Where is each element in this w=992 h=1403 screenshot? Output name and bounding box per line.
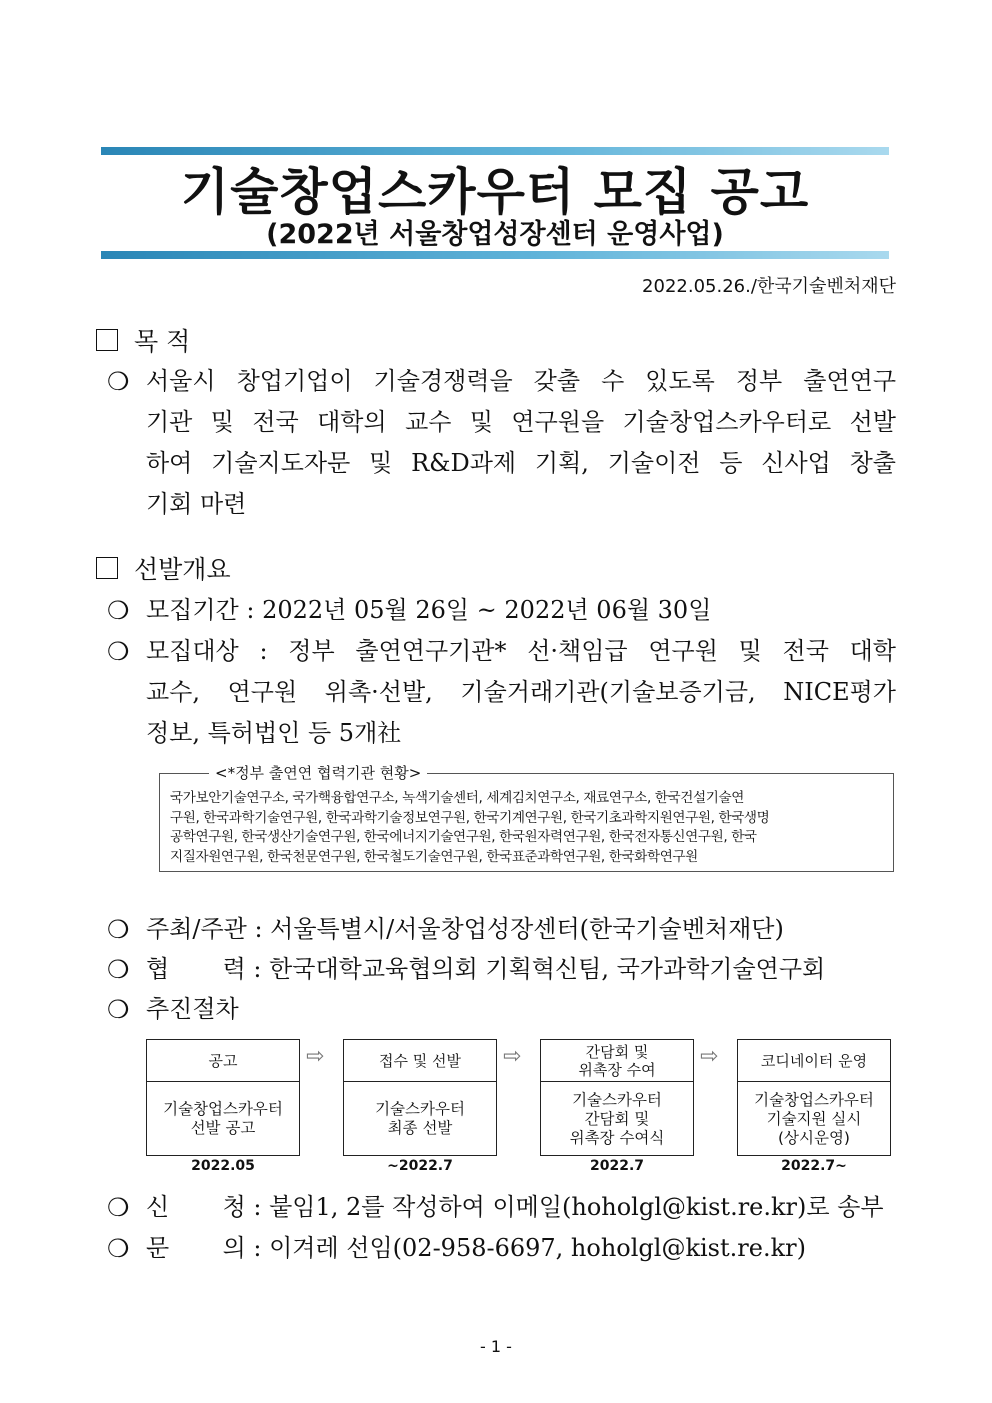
process-step-2 — [343, 1039, 497, 1156]
org-line: 지질자원연구원, 한국천문연구원, 한국철도기술연구원, 한국표준과학연구원, 한국화학연구원 — [170, 848, 698, 865]
title-bottom-bar — [101, 251, 889, 259]
bullet-circle-icon: ❍ — [107, 637, 130, 666]
arrow-right-icon: ⇨ — [503, 1044, 522, 1069]
recruit-target — [146, 631, 896, 754]
host-organizer: 주최/주관 : 서울특별시/서울창업성장센터(한국기술벤처재단) — [146, 915, 784, 943]
page-subtitle: (2022년 서울창업성장센터 운영사업) — [266, 219, 724, 250]
target-line: 모집대상 : 정부 출연연구기관* 선·책임급 연구원 및 전국 대학 — [146, 637, 896, 665]
process-step-1 — [146, 1039, 300, 1156]
org-line: 공학연구원, 한국생산기술연구원, 한국에너지기술연구원, 한국원자력연구원, 한국전자통신연구원, 한국 — [170, 829, 757, 845]
page-number: - 1 - — [480, 1337, 512, 1356]
date-organization: 2022.05.26./한국기술벤처재단 — [642, 276, 896, 297]
process-step-4 — [737, 1039, 891, 1156]
bullet-circle-icon: ❍ — [107, 367, 130, 396]
step-title: 접수 및 선발 — [344, 1040, 496, 1082]
bullet-circle-icon: ❍ — [107, 596, 130, 625]
org-line: 구원, 한국과학기술연구원, 한국과학기술정보연구원, 한국기계연구원, 한국기초과학지원연구원, 한국생명 — [170, 809, 770, 826]
section-heading-text: 선발개요 — [134, 555, 231, 584]
step-description: 기술스카우터 최종 선발 — [375, 1100, 465, 1137]
target-line: 교수, 연구원 위촉·선발, 기술거래기관(기술보증기금, NICE평가 — [146, 678, 896, 706]
step-description: 기술창업스카우터 선발 공고 — [163, 1100, 283, 1137]
process-step-3 — [540, 1039, 694, 1156]
application-method: 신 청 : 붙임1, 2를 작성하여 이메일(hoholgl@kist.re.kr)로 송부 — [146, 1193, 884, 1221]
section-overview-heading — [96, 550, 231, 586]
step-date: 2022.7~ — [781, 1158, 847, 1174]
step-description: 기술스카우터 간담회 및 위촉장 수여식 — [569, 1090, 665, 1147]
recruit-period: 모집기간 : 2022년 05월 26일 ~ 2022년 06월 30일 — [146, 596, 712, 624]
target-line: 정보, 특허법인 등 5개社 — [146, 719, 402, 747]
purpose-paragraph — [146, 361, 896, 525]
step-title: 간담회 및 위촉장 수여 — [541, 1040, 693, 1082]
step-description: 기술창업스카우터 기술지원 실시 (상시운영) — [754, 1090, 874, 1147]
partner-institutions-title: <*정부 출연연 협력기관 현황> — [209, 762, 427, 783]
bullet-circle-icon: ❍ — [107, 995, 130, 1024]
step-date: 2022.05 — [191, 1158, 255, 1174]
step-date: 2022.7 — [589, 1158, 645, 1174]
page-title: 기술창업스카우터 모집 공고 — [180, 163, 810, 221]
bullet-circle-icon: ❍ — [107, 1234, 130, 1263]
bullet-circle-icon: ❍ — [107, 1193, 130, 1222]
bullet-circle-icon: ❍ — [107, 915, 130, 944]
arrow-right-icon: ⇨ — [306, 1044, 325, 1069]
section-heading-text: 목 적 — [134, 327, 191, 356]
partner-institutions-list — [170, 789, 884, 867]
bullet-circle-icon: ❍ — [107, 955, 130, 984]
arrow-right-icon: ⇨ — [700, 1044, 719, 1069]
org-line: 국가보안기술연구소, 국가핵융합연구소, 녹색기술센터, 세계김치연구소, 재료연구소, 한국건설기술연 — [170, 790, 744, 806]
cooperation: 협 력 : 한국대학교육협의회 기획혁신팀, 국가과학기술연구회 — [146, 955, 826, 983]
contact-info: 문 의 : 이겨레 선임(02-958-6697, hoholgl@kist.re.kr) — [146, 1234, 806, 1262]
purpose-line: 기회 마련 — [146, 490, 247, 518]
purpose-line: 하여 기술지도자문 및 R&D과제 기획, 기술이전 등 신사업 창출 — [146, 449, 896, 477]
step-date: ~2022.7 — [387, 1158, 453, 1174]
checkbox-square-icon — [96, 557, 118, 579]
checkbox-square-icon — [96, 329, 118, 351]
step-title: 공고 — [147, 1040, 299, 1082]
step-title: 코디네이터 운영 — [738, 1040, 890, 1082]
procedure-heading: 추진절차 — [146, 995, 239, 1023]
purpose-line: 서울시 창업기업이 기술경쟁력을 갖출 수 있도록 정부 출연연구 — [146, 367, 896, 395]
purpose-line: 기관 및 전국 대학의 교수 및 연구원을 기술창업스카우터로 선발 — [146, 408, 896, 436]
section-purpose-heading — [96, 322, 190, 358]
